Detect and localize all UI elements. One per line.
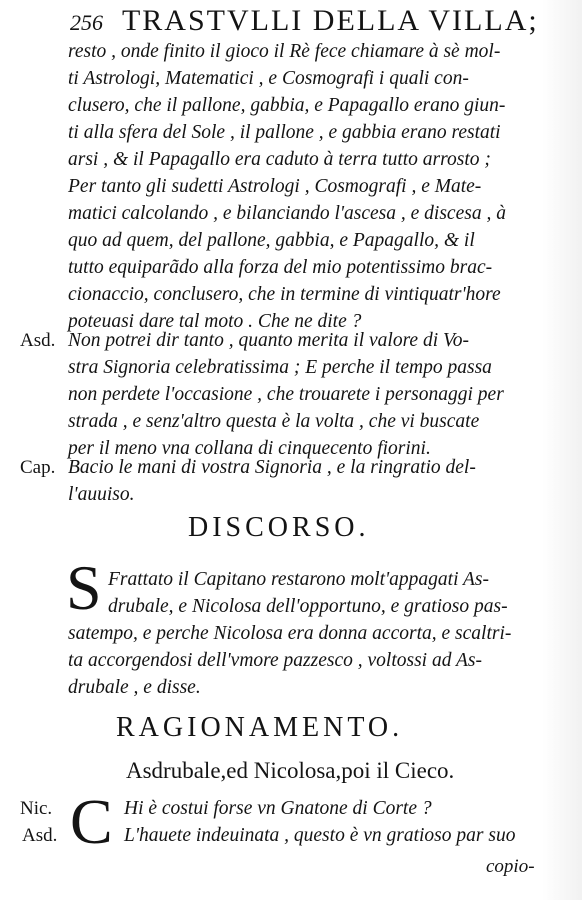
text-line: arsi , & il Papagallo era caduto à terra tutto arrosto ; (68, 149, 491, 170)
text-line: drubale, e Nicolosa dell'opportuno, e gratioso pas- (108, 596, 508, 617)
section-heading-discorso: DISCORSO. (188, 512, 370, 543)
text-line: resto , onde finito il gioco il Rè fece chiamare à sè mol- (68, 41, 501, 62)
text-line: matici calcolando , e bilanciando l'ascesa , e discesa , à (68, 203, 506, 224)
catchword: copio- (486, 856, 535, 877)
dialogue-line: strada , e senz'altro questa è la volta , che vi buscate (68, 411, 480, 432)
speaker-label: Asd. (22, 825, 58, 846)
running-head (70, 4, 570, 40)
text-line: satempo, e perche Nicolosa era donna accorta, e scaltri- (68, 623, 512, 644)
dialogue-line: non perdete l'occasione , che trouarete i personaggi per (68, 384, 504, 405)
speaker-label: Cap. (20, 457, 56, 478)
dialogue-line: L'hauete indeuinata , questo è vn gratioso par suo (124, 825, 516, 846)
text-line: tutto equiparãdo alla forza del mio potentissimo brac- (68, 257, 493, 278)
drop-cap: C (70, 786, 113, 857)
speaker-label: Nic. (20, 798, 53, 819)
drop-cap: S (66, 552, 102, 623)
text-line: ta accorgendosi dell'vmore pazzesco , voltossi ad As- (68, 650, 482, 671)
text-line: Per tanto gli sudetti Astrologi , Cosmografi , e Mate- (68, 176, 482, 197)
dialogue-line: stra Signoria celebratissima ; E perche il tempo passa (68, 357, 492, 378)
dialogue-line: Bacio le mani di vostra Signoria , e la ringratio del- (68, 457, 476, 478)
speaker-label: Asd. (20, 330, 56, 351)
page-number: 256 (70, 10, 103, 35)
dialogue-line: l'auuiso. (68, 484, 135, 505)
dialogue-line: Hi è costui forse vn Gnatone di Corte ? (124, 798, 432, 819)
running-title: TRASTVLLI DELLA VILLA; (121, 4, 539, 37)
text-line: cionaccio, conclusero, che in termine di vintiquatr'hore (68, 284, 501, 305)
scene-characters: Asdrubale,ed Nicolosa,poi il Cieco. (126, 758, 455, 783)
text-line: quo ad quem, del pallone, gabbia, e Papagallo, & il (68, 230, 475, 251)
section-heading-ragionamento: RAGIONAMENTO. (116, 712, 404, 743)
dialogue-line: per il meno vna collana di cinquecento fiorini. (68, 438, 431, 459)
dialogue-line: Non potrei dir tanto , quanto merita il valore di Vo- (68, 330, 469, 351)
text-line: drubale , e disse. (68, 677, 201, 698)
text-line: clusero, che il pallone, gabbia, e Papagallo erano giun- (68, 95, 506, 116)
page-edge-shadow (542, 0, 582, 900)
text-line: ti alla sfera del Sole , il pallone , e gabbia erano restati (68, 122, 501, 143)
text-line: Frattato il Capitano restarono molt'appagati As- (108, 569, 490, 590)
text-line: ti Astrologi, Matematici , e Cosmografi i quali con- (68, 68, 469, 89)
text-line: poteuasi dare tal moto . Che ne dite ? (68, 311, 362, 332)
